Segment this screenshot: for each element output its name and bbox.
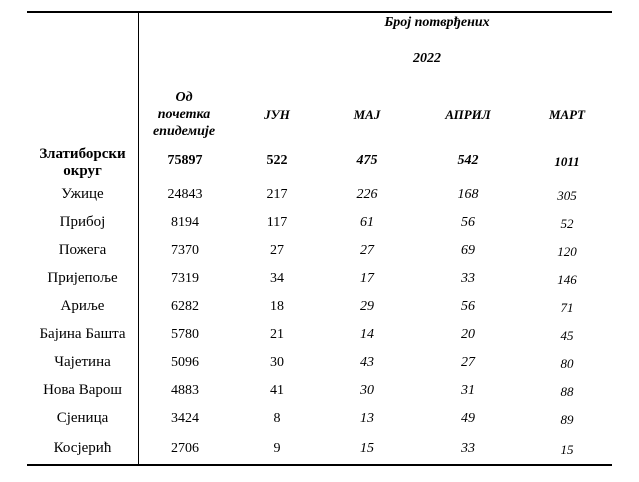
total-value-maj: 475 bbox=[356, 153, 378, 168]
value-since-start: 7319 bbox=[171, 271, 199, 286]
value-april: 31 bbox=[461, 383, 475, 398]
row-name: Ужице bbox=[61, 186, 104, 202]
total-value-jun: 522 bbox=[266, 153, 288, 168]
value-maj: 15 bbox=[360, 441, 374, 456]
header-line: Од bbox=[175, 90, 193, 105]
total-value-mart: 1011 bbox=[554, 154, 580, 169]
value-since-start: 24843 bbox=[167, 187, 203, 202]
value-maj: 226 bbox=[356, 187, 378, 202]
row-name: Ариље bbox=[60, 298, 105, 314]
value-since-start: 5780 bbox=[171, 327, 199, 342]
value-since-start: 6282 bbox=[171, 299, 199, 314]
value-maj: 17 bbox=[360, 271, 374, 286]
total-row-name bbox=[27, 146, 138, 180]
header-line: епидемије bbox=[152, 124, 216, 139]
value-april: 49 bbox=[461, 411, 475, 426]
row-name: Бајина Башта bbox=[39, 326, 126, 342]
total-value-april: 542 bbox=[457, 153, 479, 168]
value-maj: 30 bbox=[360, 383, 374, 398]
table-column-divider bbox=[138, 11, 139, 466]
row-name: Сјеница bbox=[56, 410, 109, 426]
value-jun: 9 bbox=[273, 441, 281, 456]
table-top-border bbox=[27, 11, 612, 13]
name-line: Златиборски bbox=[39, 146, 126, 162]
column-header-maj: МАЈ bbox=[353, 107, 381, 122]
value-jun: 30 bbox=[270, 355, 284, 370]
value-jun: 18 bbox=[270, 299, 284, 314]
value-since-start: 4883 bbox=[171, 383, 199, 398]
value-jun: 217 bbox=[266, 187, 288, 202]
value-april: 69 bbox=[461, 243, 475, 258]
row-name: Чајетина bbox=[54, 354, 111, 370]
value-since-start: 7370 bbox=[171, 243, 199, 258]
value-since-start: 3424 bbox=[171, 411, 199, 426]
name-line: округ bbox=[63, 163, 102, 179]
value-jun: 27 bbox=[270, 243, 284, 258]
value-april: 20 bbox=[461, 327, 475, 342]
value-april: 56 bbox=[461, 215, 475, 230]
value-mart: 305 bbox=[557, 188, 577, 203]
group-title: Број потврђених bbox=[384, 15, 490, 30]
value-jun: 8 bbox=[273, 411, 281, 426]
value-since-start: 8194 bbox=[171, 215, 199, 230]
value-maj: 43 bbox=[360, 355, 374, 370]
value-since-start: 5096 bbox=[171, 355, 199, 370]
value-mart: 52 bbox=[560, 216, 574, 231]
table-bottom-border bbox=[27, 464, 612, 466]
statistics-table bbox=[27, 11, 612, 466]
value-mart: 45 bbox=[560, 328, 574, 343]
total-value-since-start: 75897 bbox=[167, 153, 203, 168]
row-name: Пожега bbox=[58, 242, 107, 258]
value-maj: 13 bbox=[360, 411, 374, 426]
row-name: Косјерић bbox=[53, 440, 112, 456]
value-april: 56 bbox=[461, 299, 475, 314]
value-jun: 41 bbox=[270, 383, 284, 398]
column-header-mart: МАРТ bbox=[548, 107, 586, 122]
value-maj: 29 bbox=[360, 299, 374, 314]
value-maj: 14 bbox=[360, 327, 374, 342]
row-name: Прибој bbox=[59, 214, 106, 230]
value-april: 27 bbox=[461, 355, 475, 370]
value-april: 33 bbox=[461, 441, 475, 456]
column-header-jun: ЈУН bbox=[264, 107, 290, 122]
row-name: Нова Варош bbox=[43, 382, 122, 398]
value-mart: 89 bbox=[560, 412, 574, 427]
value-mart: 15 bbox=[560, 442, 574, 457]
value-jun: 34 bbox=[270, 271, 284, 286]
value-april: 33 bbox=[461, 271, 475, 286]
value-maj: 27 bbox=[360, 243, 374, 258]
value-mart: 71 bbox=[560, 300, 574, 315]
value-april: 168 bbox=[457, 187, 479, 202]
year-label: 2022 bbox=[413, 51, 441, 66]
value-mart: 146 bbox=[557, 272, 577, 287]
value-since-start: 2706 bbox=[171, 441, 199, 456]
value-jun: 21 bbox=[270, 327, 284, 342]
column-header-april: АПРИЛ bbox=[445, 107, 491, 122]
value-jun: 117 bbox=[266, 215, 288, 230]
row-name: Пријепоље bbox=[47, 270, 118, 286]
value-mart: 88 bbox=[560, 384, 574, 399]
value-mart: 120 bbox=[557, 244, 577, 259]
header-line: почетка bbox=[157, 107, 211, 122]
value-mart: 80 bbox=[560, 356, 574, 371]
column-header-since-start bbox=[139, 89, 229, 140]
value-maj: 61 bbox=[360, 215, 374, 230]
